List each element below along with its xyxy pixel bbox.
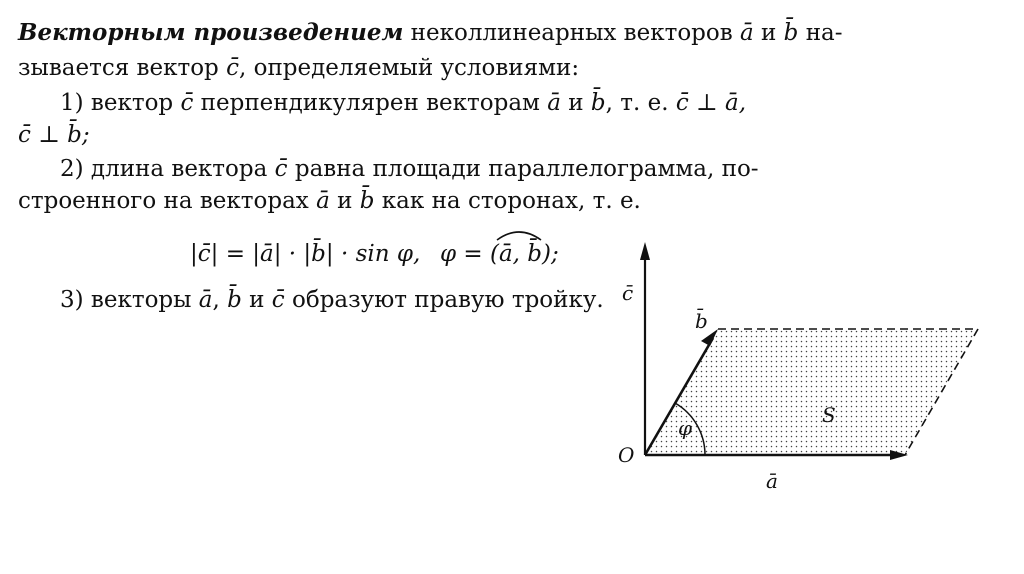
definition-line-2 — [18, 54, 579, 82]
cross-product-length-formula: |c̄| = |ā| · |b̄| · sin φ, — [190, 241, 421, 267]
vector-b: b̄ — [227, 287, 242, 313]
vector-a: ā — [547, 90, 561, 116]
vector-c: c̄ — [274, 156, 288, 182]
condition-1-text: перпендикулярен векторам — [193, 90, 548, 116]
condition-2-text: как на сторонах, т. е. — [374, 188, 641, 214]
vector-c: c̄ — [271, 287, 285, 313]
condition-2-line-2 — [18, 187, 641, 215]
label-b: b̄ — [695, 309, 708, 333]
condition-3-line — [60, 286, 604, 314]
definition-text: зывается вектор — [18, 55, 227, 81]
condition-1-line-1 — [60, 89, 746, 117]
angle-arc-mark — [494, 226, 544, 242]
condition-1-text: , т. е. — [605, 90, 676, 116]
perpendicular-c-b: c̄ ⊥ b̄; — [18, 122, 90, 148]
condition-2-line-1 — [60, 155, 759, 183]
definition-text: , определяемый условиями: — [238, 55, 580, 81]
angle-formula: φ = (ā, b̄); — [440, 241, 559, 267]
label-c: c̄ — [622, 281, 634, 305]
condition-3-text: образуют правую тройку. — [284, 287, 604, 313]
vector-c: c̄ — [226, 55, 239, 81]
conjunction: и — [560, 90, 591, 116]
condition-2-text: строенного на векторах — [18, 188, 317, 214]
definition-text-end: на- — [798, 20, 843, 46]
definition-term: Векторным произведением — [18, 19, 404, 46]
conjunction: и — [329, 188, 360, 214]
separator: , — [212, 287, 228, 313]
label-area: S — [822, 403, 836, 427]
definition-line-1 — [18, 19, 843, 47]
vector-b: b̄ — [783, 20, 799, 46]
vector-a: ā — [316, 188, 330, 214]
label-angle: φ — [678, 416, 693, 440]
conjunction: и — [241, 287, 272, 313]
vector-b: b̄ — [359, 188, 375, 214]
cross-product-diagram — [600, 230, 1000, 510]
formula-left — [190, 240, 420, 268]
conjunction: и — [753, 20, 784, 46]
condition-2-text: равна площади параллелограмма, по- — [287, 156, 759, 182]
parallelogram-area — [645, 329, 978, 455]
vector-c: c̄ — [180, 90, 194, 116]
perpendicular-c-a: c̄ ⊥ ā, — [675, 90, 747, 116]
condition-1-line-2 — [18, 121, 90, 149]
label-origin: O — [618, 443, 635, 467]
condition-3-text: 3) векторы — [60, 287, 199, 313]
condition-2-text: 2) длина вектора — [60, 156, 275, 182]
vector-a: ā — [198, 287, 213, 313]
definition-text: неколлинеарных векторов — [403, 20, 740, 46]
formula-right — [440, 240, 559, 268]
vector-c-arrowhead — [640, 242, 650, 260]
label-a: ā — [766, 469, 778, 493]
vector-a: ā — [740, 20, 754, 46]
condition-1-text: 1) вектор — [60, 90, 181, 116]
vector-b: b̄ — [590, 90, 606, 116]
